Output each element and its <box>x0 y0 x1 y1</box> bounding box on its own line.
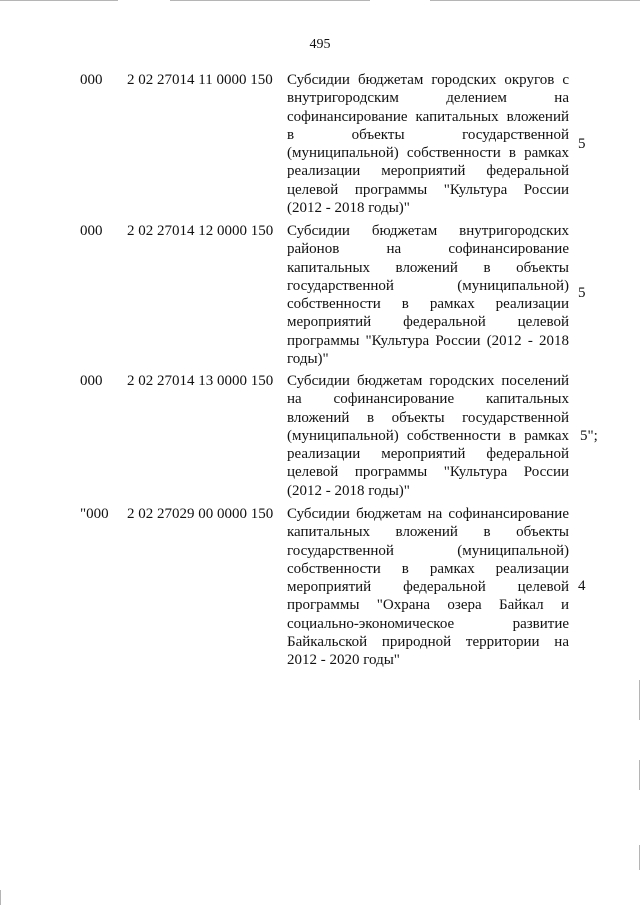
admin-code: 000 <box>80 72 103 88</box>
row-description <box>287 71 569 217</box>
admin-code: 000 <box>80 223 103 239</box>
budget-classification-code: 2 02 27029 00 0000 150 <box>127 506 274 522</box>
scan-edge-mark <box>430 0 640 1</box>
description-line: социально-экономическое развитие <box>287 615 569 632</box>
description-line: в объекты государственной <box>287 126 569 143</box>
description-line: собственности в рамках реализации <box>287 560 569 577</box>
description-line: районов на софинансирование <box>287 241 569 258</box>
description-line: софинансирование капитальных вложений <box>287 108 569 125</box>
description-line: капитальных вложений в объекты <box>287 524 569 541</box>
scan-edge-mark <box>170 0 370 1</box>
row-value: 4 <box>578 578 586 594</box>
description-line: Субсидии бюджетам внутригородских <box>287 223 569 239</box>
description-line: мероприятий федеральной целевой <box>287 579 569 596</box>
description-line: 2012 - 2020 годы" <box>287 652 400 669</box>
description-line: годы)" <box>287 351 329 368</box>
description-line: (2012 - 2018 годы)" <box>287 200 410 217</box>
description-line: государственной (муниципальной) <box>287 277 569 294</box>
description-line: Субсидии бюджетам городских поселений <box>287 373 569 389</box>
row-value: 5 <box>578 285 586 301</box>
description-line: Субсидии бюджетам на софинансирование <box>287 506 569 522</box>
description-line: мероприятий федеральной целевой <box>287 314 569 331</box>
row-description <box>287 222 569 368</box>
description-line: собственности в рамках реализации <box>287 296 569 313</box>
scan-edge-mark <box>0 890 1 905</box>
row-value: 5 <box>578 136 586 152</box>
admin-code: "000 <box>80 506 109 522</box>
description-line: реализации мероприятий федеральной <box>287 163 569 180</box>
description-line: целевой программы "Культура России <box>287 464 569 481</box>
admin-code: 000 <box>80 373 103 389</box>
budget-classification-code: 2 02 27014 13 0000 150 <box>127 373 274 389</box>
description-line: программы "Охрана озера Байкал и <box>287 597 569 614</box>
description-line: государственной (муниципальной) <box>287 542 569 559</box>
description-line: капитальных вложений в объекты <box>287 259 569 276</box>
description-line: (муниципальной) собственности в рамках <box>287 427 569 444</box>
description-line: целевой программы "Культура России <box>287 181 569 198</box>
row-description <box>287 505 569 670</box>
description-line: реализации мероприятий федеральной <box>287 446 569 463</box>
description-line: (2012 - 2018 годы)" <box>287 482 410 499</box>
description-line: на софинансирование капитальных <box>287 391 569 408</box>
description-line: вложений в объекты государственной <box>287 409 569 426</box>
budget-classification-code: 2 02 27014 12 0000 150 <box>127 223 274 239</box>
description-line: Субсидии бюджетам городских округов с <box>287 72 569 88</box>
page-number: 495 <box>309 37 331 52</box>
scan-edge-mark <box>0 0 118 1</box>
description-line: внутригородским делением на <box>287 90 569 107</box>
description-line: (муниципальной) собственности в рамках <box>287 145 569 162</box>
row-value: 5"; <box>580 428 598 444</box>
description-line: программы "Культура России (2012 - 2018 <box>287 332 569 349</box>
row-description <box>287 372 569 500</box>
description-line: Байкальской природной территории на <box>287 634 569 651</box>
budget-classification-code: 2 02 27014 11 0000 150 <box>127 72 273 88</box>
